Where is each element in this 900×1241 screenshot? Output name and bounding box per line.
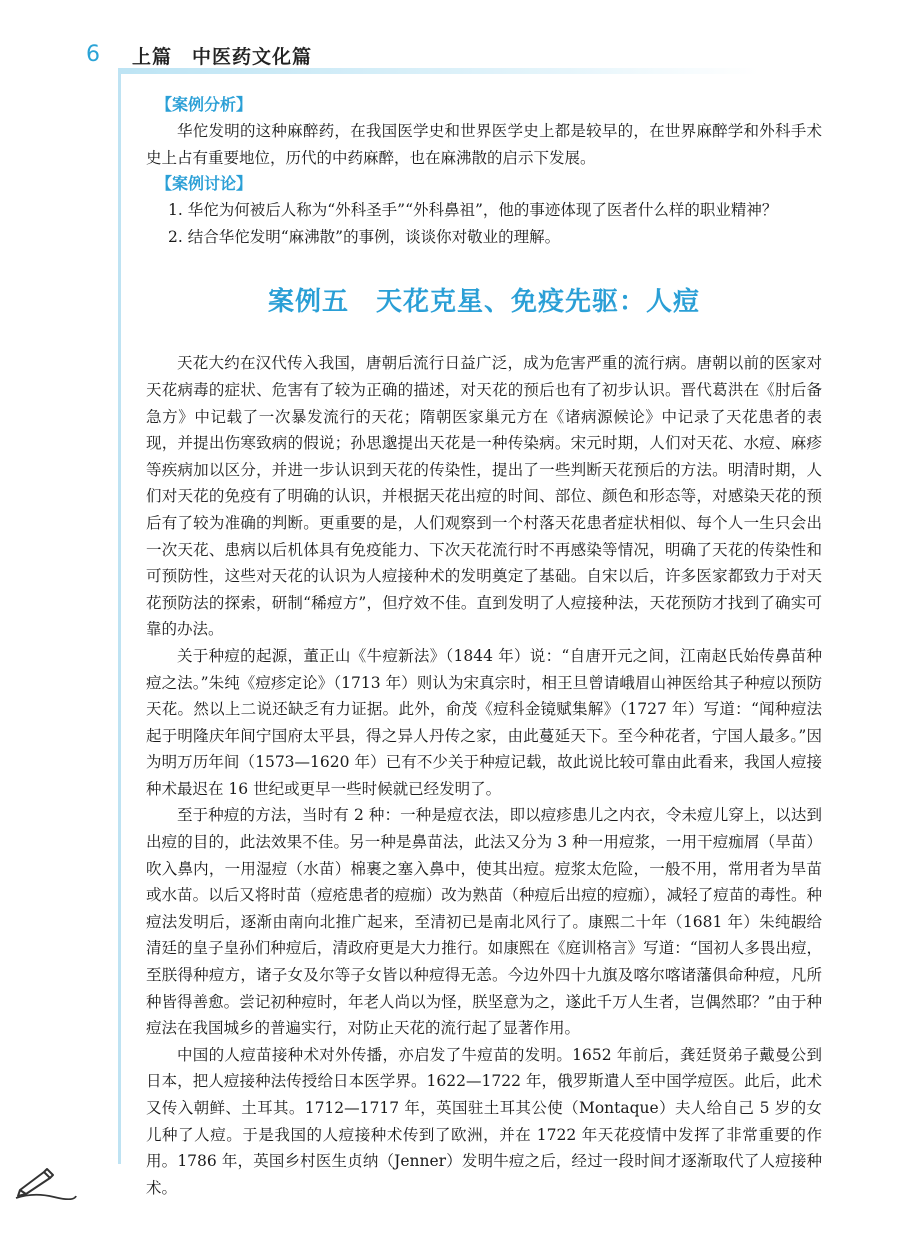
- running-title: 上篇 中医药文化篇: [132, 46, 313, 68]
- page-content: [146, 92, 822, 1201]
- analysis-heading: 【案例分析】: [156, 95, 253, 114]
- body-paragraph: 天花大约在汉代传入我国，唐朝后流行日益广泛，成为危害严重的流行病。唐朝以前的医家对天花病毒的症状、危害有了较为正确的描述，对天花的预后也有了初步认识。晋代葛洪在《肘后备急方》中记载了一次暴发流行的天花；隋朝医家巢元方在《诸病源候论》中记录了天花患者的表现，并提出伤寒致病的假说；孙思邈提出天花是一种传染病。宋元时期，人们对天花、水痘、麻疹等疾病加以区分，并进一步认识到天花的传染性，提出了一些判断天花预后的方法。明清时期，人们对天花的免疫有了明确的认识，并根据天花出痘的时间、部位、颜色和形态等，对感染天花的预后有了较为准确的判断。更重要的是，人们观察到一个村落天花患者症状相似、每个人一生只会出一次天花、患病以后机体具有免疫能力、下次天花流行时不再感染等情况，明确了天花的传染性和可预防性，这些对天花的认识为人痘接种术的发明奠定了基础。自宋以后，许多医家都致力于对天花预防法的探索，研制“稀痘方”，但疗效不佳。直到发明了人痘接种法，天花预防才找到了确实可靠的办法。: [146, 354, 822, 639]
- case-body: [146, 350, 822, 1201]
- page-header: [0, 0, 900, 76]
- page-number: 6: [86, 42, 100, 67]
- body-paragraph: 关于种痘的起源，董正山《牛痘新法》（1844 年）说：“自唐开元之间，江南赵氏始传鼻苗种痘之法。”朱纯《痘疹定论》（1713 年）则认为宋真宗时，相王旦曾请峨眉山神医给其子种痘以预防天花。然以上二说还缺乏有力证据。此外，俞茂《痘科金镜赋集解》（1727 年）写道：“闻种痘法起于明隆庆年间宁国府太平县，得之异人丹传之家，由此蔓延天下。至今种花者，宁国人最多。”因为明万历年间（1573—1620 年）已有不少关于种痘记载，故此说比较可靠由此看来，我国人痘接种术最迟在 16 世纪或更早一些时候就已经发明了。: [146, 646, 822, 798]
- pen-icon: [14, 1160, 78, 1200]
- discussion-item: 1. 华佗为何被后人称为“外科圣手”“外科鼻祖”，他的事迹体现了医者什么样的职业精神？: [168, 201, 778, 220]
- discussion-heading: 【案例讨论】: [156, 174, 253, 194]
- analysis-text: 华佗发明的这种麻醉药，在我国医学史和世界医学史上都是较早的，在世界麻醉学和外科手术史上占有重要地位，历代的中药麻醉，也在麻沸散的启示下发展。: [146, 122, 822, 167]
- body-paragraph: 至于种痘的方法，当时有 2 种：一种是痘衣法，即以痘疹患儿之内衣，令未痘儿穿上，以达到出痘的目的，此法效果不佳。另一种是鼻苗法，此法又分为 3 种一用痘浆，一用干痘痂屑（旱苗）吹入鼻内，一用湿痘（水苗）棉裹之塞入鼻中，使其出痘。痘浆太危险，一般不用，常用者为旱苗或水苗。以后又将时苗（痘疮患者的痘痂）改为熟苗（种痘后出痘的痘痂），减轻了痘苗的毒性。种痘法发明后，逐渐由南向北推广起来，至清初已是南北风行了。康熙二十年（1681 年）朱纯嘏给清廷的皇子皇孙们种痘后，清政府更是大力推行。如康熙在《庭训格言》写道：“国初人多畏出痘，至朕得种痘方，诸子女及尔等子女皆以种痘得无恙。今边外四十九旗及喀尔喀诸藩俱命种痘，凡所种皆得善愈。尝记初种痘时，年老人尚以为怪，朕坚意为之，遂此千万人生者，岂偶然耶？”由于种痘法在我国城乡的普遍实行，对防止天花的流行起了显著作用。: [146, 806, 822, 1038]
- left-margin-rule: [118, 72, 121, 1164]
- discussion-item: 2. 结合华佗发明“麻沸散”的事例，谈谈你对敬业的理解。: [168, 227, 561, 246]
- body-paragraph: 中国的人痘苗接种术对外传播，亦启发了牛痘苗的发明。1652 年前后，龚廷贤弟子戴曼公到日本，把人痘接种法传授给日本医学界。1622—1722 年，俄罗斯遣人至中国学痘医。此后，此术又传入朝鲜、土耳其。1712—1717 年，英国驻土耳其公使（Montaque）夫人给自己 5 岁的女儿种了人痘。于是我国的人痘接种术传到了欧洲，并在 1722 年天花疫情中发挥了非常重要的作用。1786 年，英国乡村医生贞纳（Jenner）发明牛痘之后，经过一段时间才逐渐取代了人痘接种术。: [146, 1045, 822, 1197]
- header-band: [118, 68, 758, 74]
- case-title: 案例五 天花克星、免疫先驱：人痘: [267, 287, 700, 318]
